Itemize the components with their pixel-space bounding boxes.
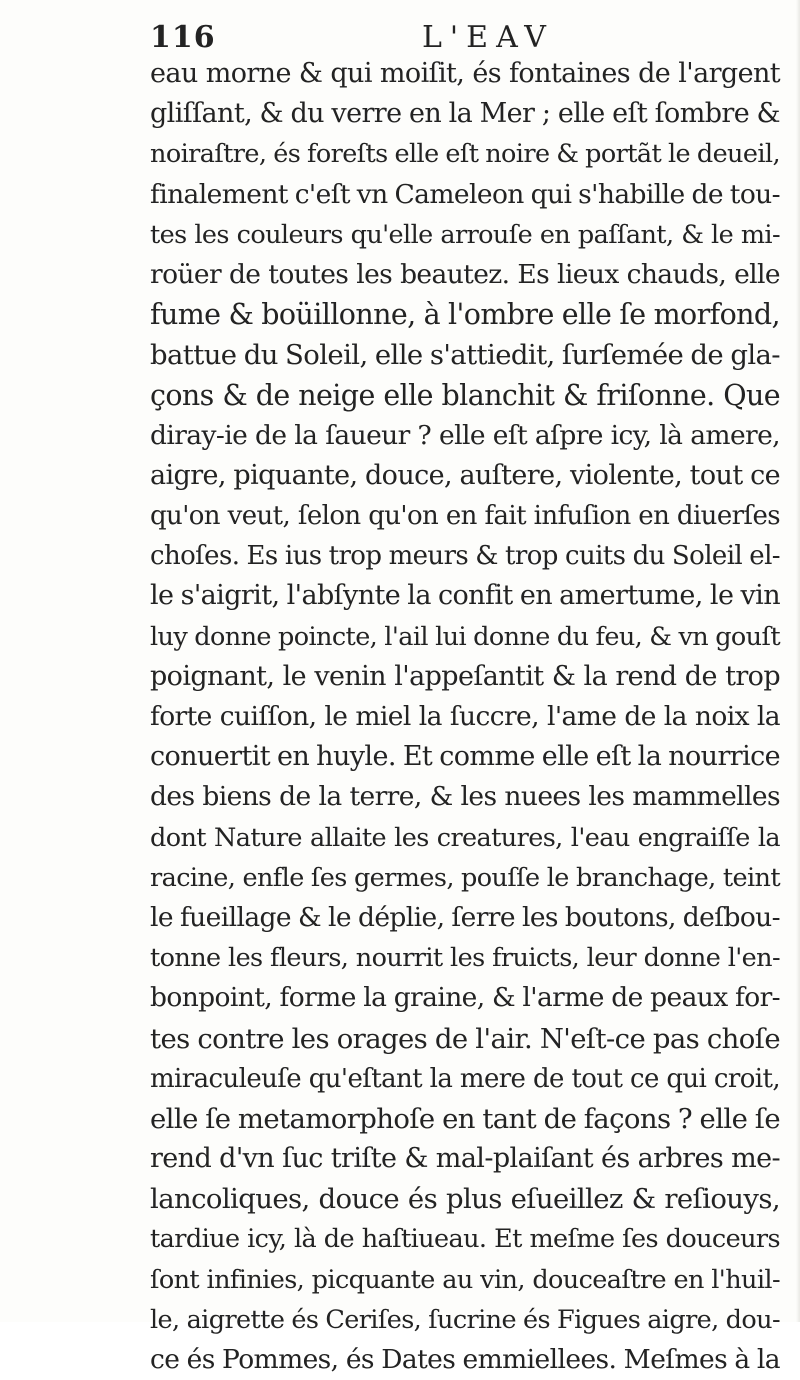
page-number: 116 — [150, 20, 216, 55]
text-line: diray-ie de la ſaueur ? elle eſt aſpre icy, là amere, — [150, 419, 780, 451]
text-line: le fueillage & le déplie, ſerre les boutons, deſbou- — [150, 901, 780, 933]
text-line: ſont infinies, picquante au vin, douceaſtre en l'huil- — [150, 1264, 780, 1295]
text-line: le s'aigrit, l'abſynte la confit en amertume, le vin — [150, 580, 780, 612]
text-line: miraculeuſe qu'eſtant la mere de tout ce qui croit, — [150, 1063, 780, 1094]
text-line: aigre, piquante, douce, auſtere, violente, tout ce — [150, 459, 780, 491]
text-line: finalement c'eſt vn Cameleon qui s'habille de tou- — [150, 178, 780, 210]
text-line: bonpoint, forme la graine, & l'arme de peaux for- — [150, 982, 780, 1014]
text-line: forte cuiſſon, le miel la ſuccre, l'ame de la noix la — [150, 701, 780, 732]
text-line: fume & boüillonne, à l'ombre elle ſe morfond, — [150, 298, 780, 332]
text-line: choſes. Es ius trop meurs & trop cuits du Soleil el- — [150, 541, 780, 572]
page-edge — [796, 0, 800, 1322]
text-line: dont Nature allaite les creatures, l'eau engraiſſe la — [150, 822, 780, 853]
text-line: roüer de toutes les beautez. Es lieux chauds, elle — [150, 258, 780, 290]
text-line: eau morne & qui moiſit, és fontaines de l'argent — [150, 58, 780, 89]
text-line: tardiue icy, là de haſtiueau. Et meſme ſes douceurs — [150, 1224, 780, 1255]
text-line: conuertit en huyle. Et comme elle eſt la nourrice — [150, 741, 780, 773]
text-line: çons & de neige elle blanchit & friſonne. Que — [150, 378, 780, 412]
text-line: racine, enfle ſes germes, pouſſe le branchage, teint — [150, 862, 780, 893]
text-line: qu'on veut, ſelon qu'on en fait infuſion en diuerſes — [150, 501, 780, 532]
body-text — [150, 54, 780, 1380]
running-title: L'EAV — [422, 20, 554, 55]
text-line: tonne les fleurs, nourrit les fruicts, leur donne l'en- — [150, 943, 780, 974]
text-line: rend d'vn ſuc triſte & mal-plaiſant és arbres me- — [150, 1143, 780, 1175]
text-line: gliſſant, & du verre en la Mer ; elle eſt ſombre & — [150, 98, 780, 130]
text-line: tes contre les orages de l'air. N'eſt-ce pas choſe — [150, 1022, 780, 1055]
text-line: battue du Soleil, elle s'attiedit, ſurſemée de gla- — [150, 339, 780, 372]
text-line: lancoliques, douce és plus eſueillez & reſiouys, — [150, 1183, 780, 1216]
text-line: elle ſe metamorphoſe en tant de façons ? elle ſe — [150, 1102, 780, 1135]
text-line: ce és Pommes, és Dates emmiellees. Meſmes à la — [150, 1344, 780, 1375]
text-line: des biens de la terre, & les nuees les mammelles — [150, 781, 780, 813]
text-line: poignant, le venin l'appeſantit & la rend de trop — [150, 660, 780, 692]
text-line: le, aigrette és Ceriſes, ſucrine és Figues aigre, dou- — [150, 1304, 780, 1335]
text-line: luy donne poincte, l'ail lui donne du feu, & vn gouſt — [150, 621, 780, 652]
text-line: tes les couleurs qu'elle arrouſe en paſſant, & le mi- — [150, 219, 780, 250]
text-line: noiraſtre, és foreſts elle eſt noire & portãt le deueil, — [150, 139, 780, 170]
